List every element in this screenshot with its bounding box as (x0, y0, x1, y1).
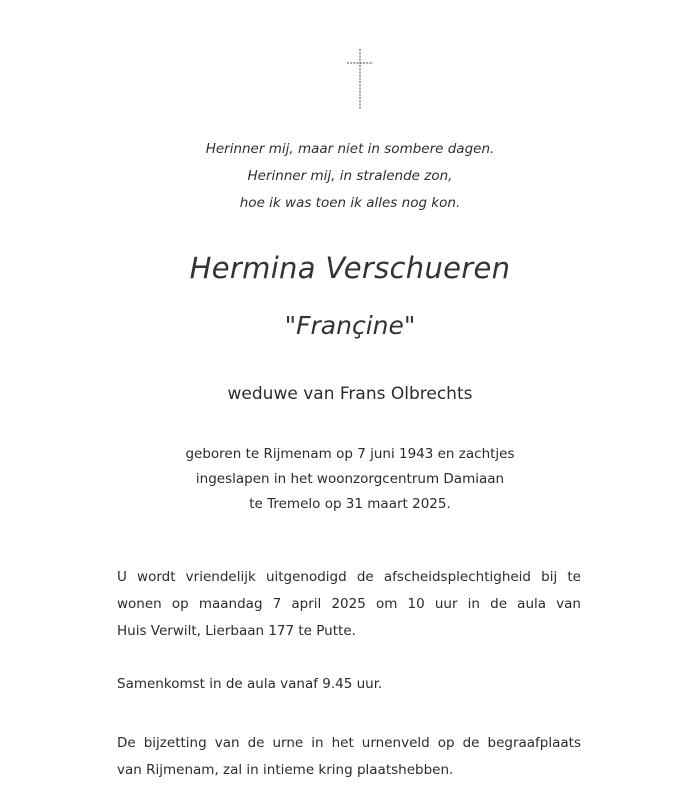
poem-line: hoe ik was toen ik alles nog kon. (239, 195, 461, 211)
interment-line: De bijzetting van de urne in het urnenveld op de begraafplaats (117, 735, 581, 751)
birth-death-line: te Tremelo op 31 maart 2025. (249, 496, 451, 512)
birth-death-line: geboren te Rijmenam op 7 juni 1943 en zachtjes (185, 446, 515, 462)
widow-of-text: weduwe van Frans Olbrechts (227, 384, 473, 404)
interment-line: van Rijmenam, zal in intieme kring plaatshebben. (117, 762, 454, 778)
ceremony-line: Huis Verwilt, Lierbaan 177 te Putte. (117, 623, 356, 639)
birth-death-line: ingeslapen in het woonzorgcentrum Damiaan (195, 471, 505, 487)
birth-death-text (0, 442, 700, 517)
gathering-line: Samenkomst in de aula vanaf 9.45 uur. (117, 676, 383, 692)
poem-line: Herinner mij, maar niet in sombere dagen. (205, 141, 495, 157)
deceased-nickname: "Françine" (284, 311, 416, 340)
ceremony-invitation (117, 564, 581, 645)
ceremony-line: wonen op maandag 7 april 2025 om 10 uur in de aula van (117, 596, 581, 612)
deceased-name: Hermina Verschueren (189, 251, 511, 285)
memorial-poem (0, 136, 700, 217)
cross-icon (345, 48, 375, 110)
poem-line: Herinner mij, in stralende zon, (247, 168, 453, 184)
interment-notice (117, 730, 581, 784)
gathering-notice (117, 671, 581, 698)
ceremony-line: U wordt vriendelijk uitgenodigd de afscheidsplechtigheid bij te (117, 569, 581, 585)
